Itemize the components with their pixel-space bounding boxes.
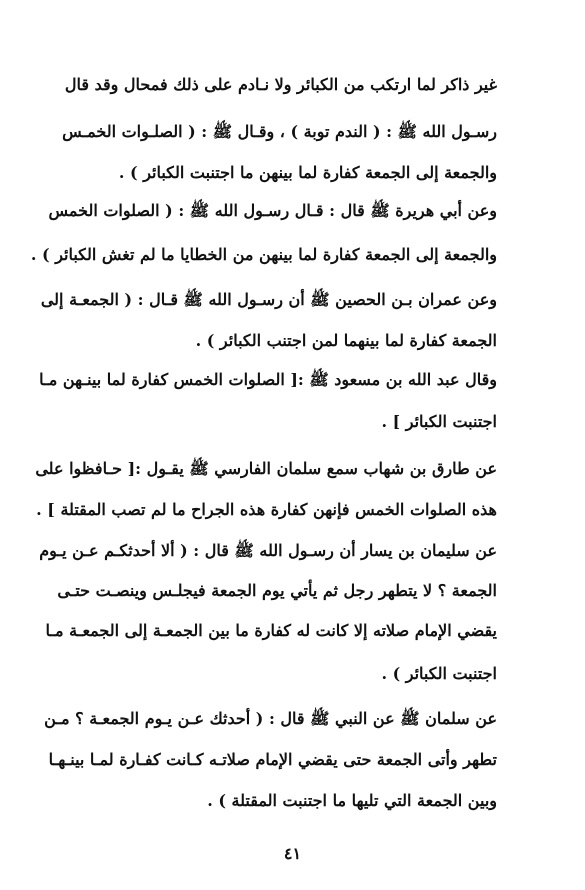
page-number: ٤١ <box>283 844 302 863</box>
text-line: وعن عمران بـن الحصين ﷺ أن رسـول الله ﷺ قـال : ( الجمعـة إلى <box>40 290 497 309</box>
text-line: الجمعة كفارة لما بينهما لمن اجتنب الكبائر ) . <box>195 331 497 350</box>
text-line: يقضي الإمام صلاته إلا كانت له كفارة ما بين الجمعـة إلى الجمعـة مـا <box>45 621 497 640</box>
text-line: عن سلمان ﷺ عن النبي ﷺ قال : ( أحدثك عـن يـوم الجمعـة ؟ مـن <box>44 709 497 728</box>
text-line: وقال عبد الله بن مسعود ﷺ :[ الصلوات الخمس كفارة لما بينـهن مـا <box>39 370 497 389</box>
text-line: والجمعة إلى الجمعة كفارة لما بينهن من الخطايا ما لم تغش الكبائر ) . <box>30 245 497 264</box>
text-line: اجتنبت الكبائر ] . <box>381 412 497 431</box>
text-line: عن طارق بن شهاب سمع سلمان الفارسي ﷺ يقـول :[ حـافظوا على <box>35 459 497 478</box>
text-line: رسـول الله ﷺ : ( الندم توبة ) ، وقـال ﷺ : ( الصلـوات الخمـس <box>62 122 497 141</box>
text-line: وعن أبي هريرة ﷺ قال : قـال رسـول الله ﷺ : ( الصلوات الخمس <box>48 201 497 220</box>
text-line: عن سليمان بن يسار أن رسـول الله ﷺ قال : ( ألا أحدثكـم عـن يـوم <box>39 541 497 560</box>
text-line: هذه الصلوات الخمس فإنهن كفارة هذه الجراح ما لم تصب المقتلة ] . <box>36 500 497 519</box>
text-line: والجمعة إلى الجمعة كفارة لما بينهن ما اجتنبت الكبائر ) . <box>118 163 497 182</box>
text-line: غير ذاكر لما ارتكب من الكبائر ولا نـادم على ذلك فمحال وقد قال <box>64 75 497 94</box>
text-line: تطهر وأتى الجمعة حتى يقضي الإمام صلاتـه كـانت كفـارة لمـا بينـهـا <box>48 750 497 769</box>
text-line: اجتنبت الكبائر ) . <box>381 664 497 683</box>
text-line: الجمعة ؟ لا يتطهر رجل ثم يأتي يوم الجمعة فيجلـس وينصـت حتـى <box>57 581 497 600</box>
text-line: وبين الجمعة التي تليها ما اجتنبت المقتلة ) . <box>207 791 497 810</box>
